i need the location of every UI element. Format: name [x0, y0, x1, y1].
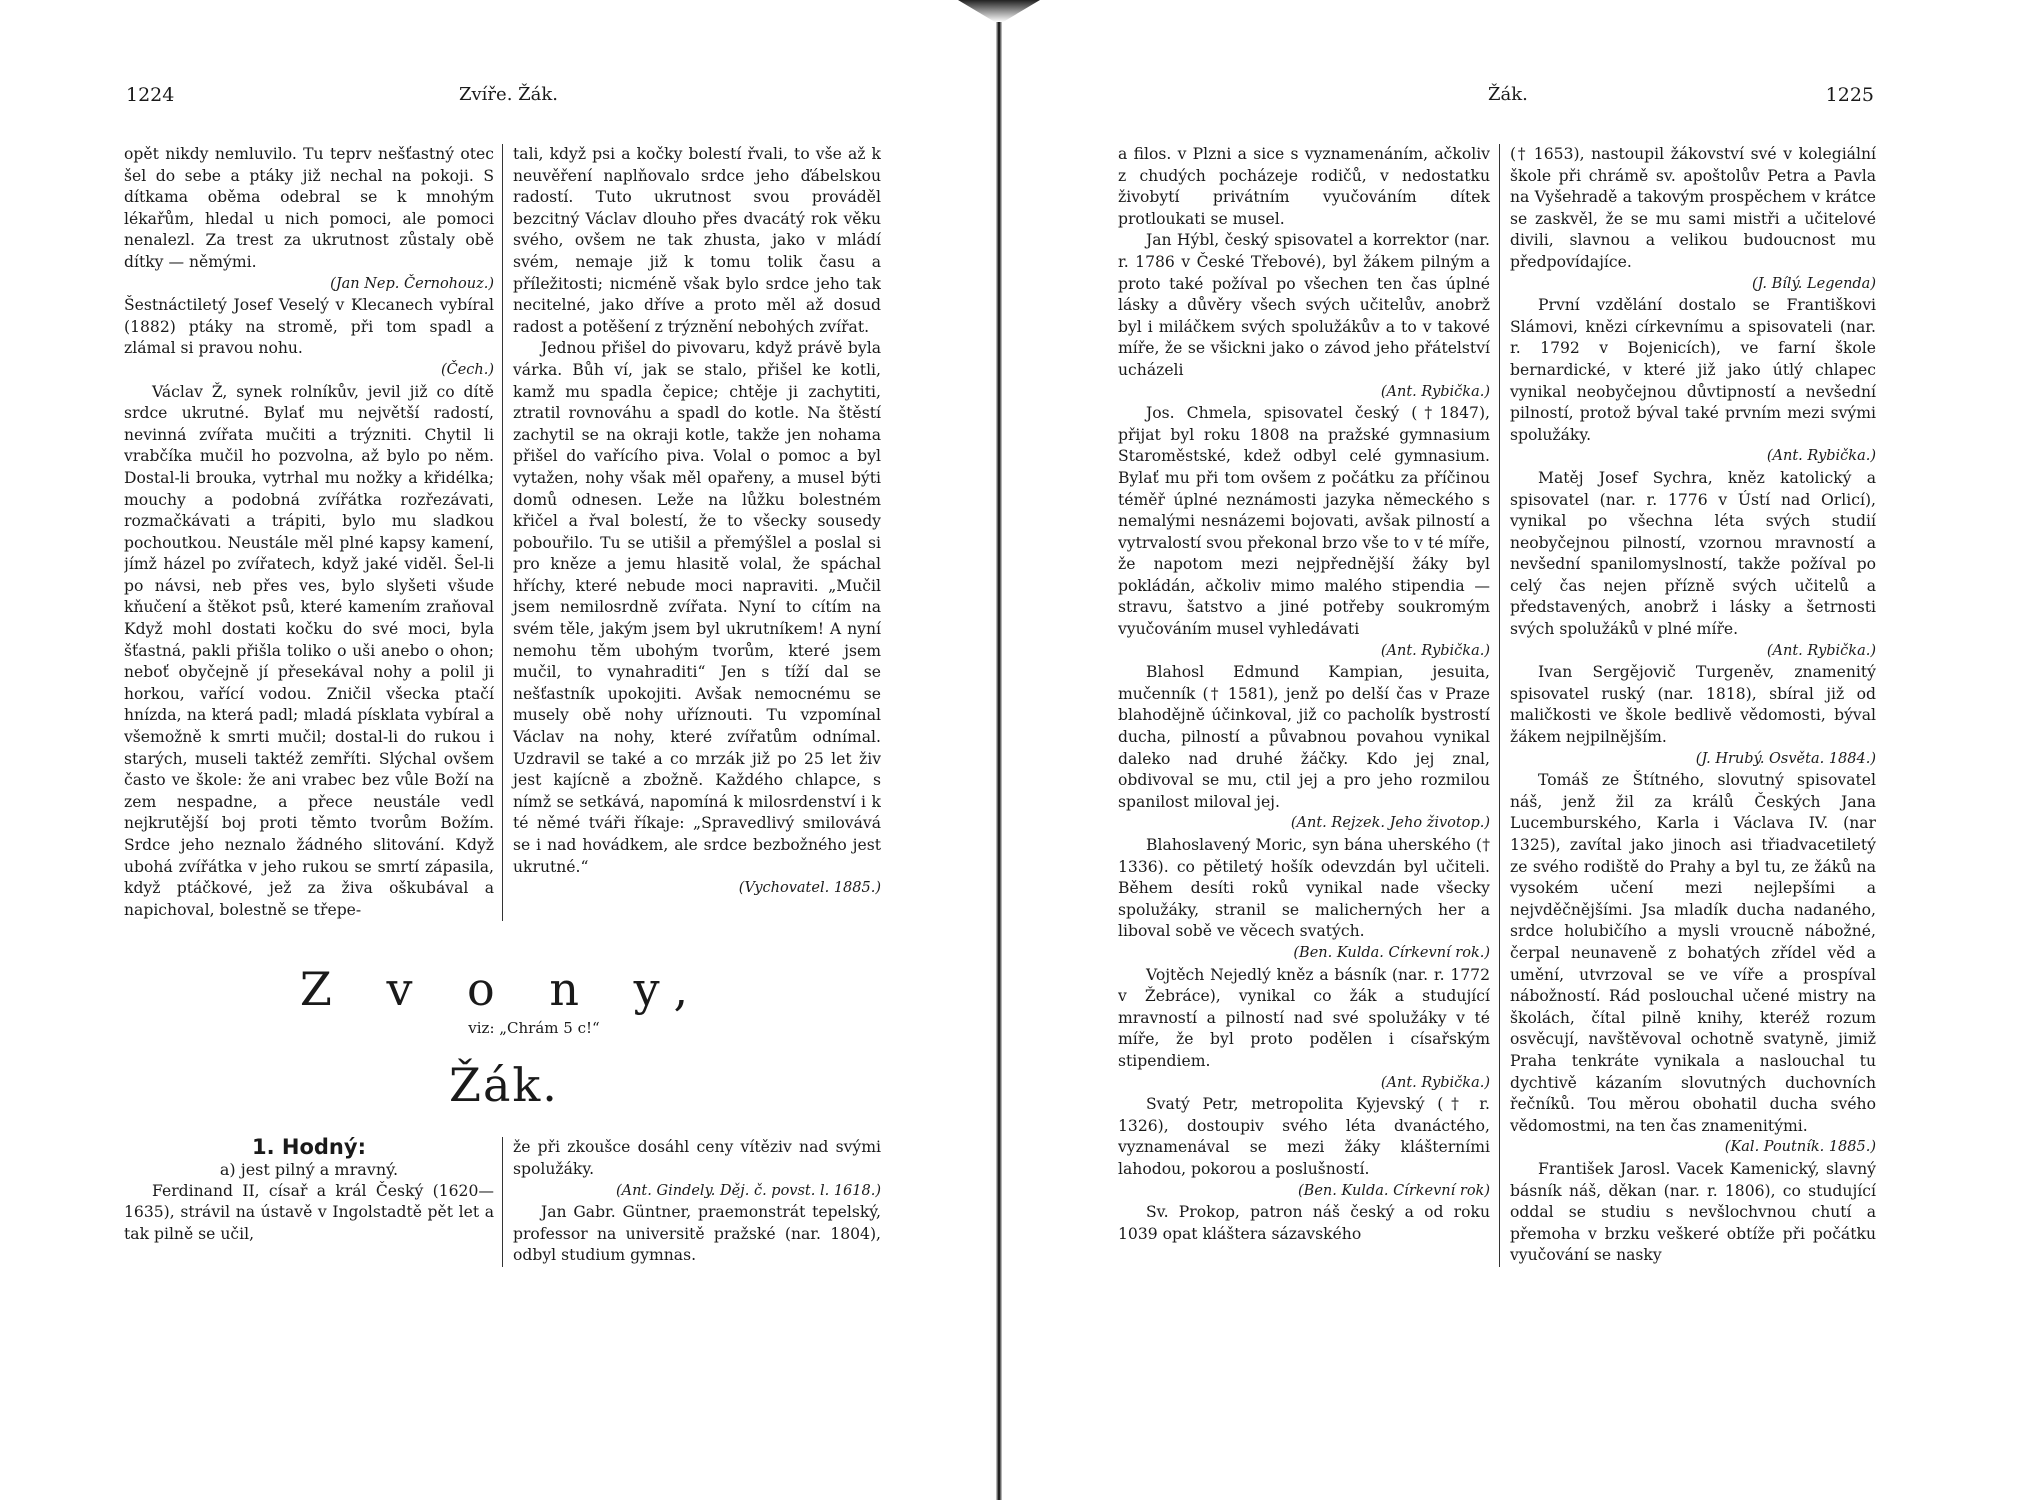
source-citation: (Vychovatel. 1885.) [738, 880, 881, 897]
left-page [124, 70, 884, 1490]
paragraph: († 1653), nastoupil žákovství své v kolegiální škole při chrámě sv. apoštolův Petra a Pavla na Vyšehradě a takovým prospěchem v krátce se zaskvěl, že se mu sami mistři a učitelové divili, slavnou a velikou budoucnost mu předpovídajíce. [1510, 145, 1876, 271]
paragraph: že při zkoušce dosáhl ceny vítěziv nad svými spolužáky. [513, 1138, 881, 1178]
paragraph: Blahoslavený Moric, syn bána uherského († 1336). co pětiletý hošík odevzdán byl učiteli. Během desíti roků vynikal nade všecky spolužáky, stranil se malicherných her a liboval sobě ve věcech svatých. [1118, 836, 1490, 941]
paragraph: opět nikdy nemluvilo. Tu teprv nešťastný otec šel do sebe a ptáky již nechal na pokoji. S dítkama oběma odebral se k mnohým lékařům, hledal u nich pomoci, ale pomoci nenalezl. Za trest za ukrutnost zůstaly obě dítky — němými. [124, 145, 494, 271]
paragraph: Ivan Sergějovič Turgeněv, znamenitý spisovatel ruský (nar. 1818), sbíral již od maličkosti ve škole bedlivě vědomosti, býval žákem nejpilnějším. [1510, 663, 1876, 747]
paragraph: František Jarosl. Vacek Kamenický, slavný básník náš, děkan (nar. r. 1806), co studující oddal se studiu s nevšlochvnou chutí a přemoha v brzku veškeré obtíže při počátku vyučování se nasky [1510, 1159, 1876, 1265]
source-citation: (Ant. Rybička.) [1766, 448, 1876, 465]
left-page-number: 1224 [126, 84, 175, 106]
source-citation: (J. Hrubý. Osvěta. 1884.) [1695, 750, 1876, 767]
gutter-shadow [958, 0, 1040, 22]
source-citation: (Ant. Rybička.) [1766, 642, 1876, 659]
right-running-title: Žák. [1488, 84, 1528, 105]
source-citation: (Čech.) [440, 361, 494, 378]
right-column-1 [1118, 144, 1499, 1267]
paragraph: Jan Hýbl, český spisovatel a korrektor (nar. r. 1786 v České Třebové), byl žákem pilným a proto také požíval po všechen ten čas úplné lásky a důvěry všech svých učitelův, anobrž byl i miláčkem svých spolužákův a to v takové míře, že se všickni jako o závod jeho přátelství ucházeli [1118, 231, 1490, 379]
paragraph: Ferdinand II, císař a král Český (1620—1635), strávil na ústavě v Ingolstadtě pět let a tak pilně se učil, [124, 1181, 494, 1243]
paragraph: Matěj Josef Sychra, kněz katolický a spisovatel (nar. r. 1776 v Ústí nad Orlicí), vynikal po všechna léta svých studií neobyčejnou pilností, vzornou mravností a nevšední spanilomyslností, takže požíval po celý čas nejen přízně svých učitelů a představených, anobrž i lásky a šetrnosti svých spolužáků v plné míře. [1510, 468, 1876, 639]
subhead-hodny: 1. Hodný: [252, 1137, 366, 1160]
section-zvony-reference: viz: „Chrám 5 c!“ [468, 1019, 600, 1038]
source-citation: (Ant. Rybička.) [1380, 383, 1490, 400]
right-columns [1118, 144, 1878, 1267]
right-column-2 [1499, 144, 1876, 1267]
right-page-number: 1225 [1825, 84, 1874, 106]
book-gutter [996, 0, 1002, 1500]
paragraph: Jan Gabr. Güntner, praemonstrát tepelský, professor na universitě pražské (nar. 1804), odbyl studium gymnas. [513, 1203, 881, 1265]
left-running-title: Zvíře. Žák. [459, 84, 558, 105]
source-citation: (Ben. Kulda. Církevní rok.) [1293, 944, 1490, 961]
section-title-zvony: Z v o n y, [299, 962, 709, 1017]
paragraph: a filos. v Plzni a sice s vyznamenáním, ačkoliv z chudých pocházeje rodičů, v nedostatku živobytí privátním vyučováním dítek protloukati se musel. [1118, 145, 1490, 228]
paragraph: Sv. Prokop, patron náš český a od roku 1039 opat kláštera sázavského [1118, 1203, 1490, 1243]
left-column-2 [502, 144, 881, 921]
right-page [1118, 70, 1878, 1490]
paragraph: Jednou přišel do pivovaru, když právě byla várka. Bůh ví, jak se stalo, přišel ke kotli, kamž mu spadla čepice; chtěje ji zachytiti, ztratil rovnováhu a spadl do kotle. Na štěstí zachytil se na okraji kotle, takže jen nohama přišel do vařícího piva. Volal o pomoc a byl vytažen, nohy však měl opařeny, a musel býti domů odnesen. Leže na lůžku bolestném křičel a řval bolestí, že to všecky sousedy pobouřilo. Tu se utišil a přemýšlel a poslal si pro kněze a jemu hlasitě volal, že spáchal hříchy, které nebude moci napraviti. „Mučil jsem nemilosrdně zvířata. Nyní to cítím na svém těle, jakým jsem byl ukrutníkem! A nyní nemohu těm ubohým tvorům, které jsem mučil, to vynahraditi“ Jen s tíží dal se nešťastník upokojiti. Avšak nemocnému se musely obě nohy uříznouti. Tu vzpomínal Václav na nohy, které zvířatům odnímal. Uzdravil se také a co mrzák již po 25 let živ jest kajícně a zbožně. Každého chlapce, s nímž se setkává, napomíná k milosrdenství i k té němé tváři říkaje: „Spravedlivý smilovává se i nad hovádkem, ale srdce bezbožného jest ukrutné.“ [513, 339, 881, 876]
source-citation: (Ant. Rejzek. Jeho životop.) [1290, 815, 1490, 832]
paragraph: Svatý Petr, metropolita Kyjevský († r. 1326), dostoupiv svého léta dvanáctého, vyznamenával se mezi žáky klášterními lahodou, pokorou a poslušností. [1118, 1095, 1490, 1178]
paragraph: Jos. Chmela, spisovatel český (†1847), přijat byl roku 1808 na pražské gymnasium Staroměstské, kdež odbyl celé gymnasium. Bylať mu při tom ovšem z počátku za příčinou téměř úplné neznámosti jazyka německého s nemalými nesnázemi bojovati, avšak pilností a vytrvalostí svou překonal brzo vše to v té míře, že napotom mezi nejpřednější žáky byl pokládán, ačkoliv mimo malého stipendia — stravu, šatstvo a jiné potřeby soukromým vyučováním musel vyhledávati [1118, 404, 1490, 639]
left-bottom-column-1 [124, 1137, 502, 1267]
left-column-1 [124, 144, 502, 921]
paragraph: tali, když psi a kočky bolestí řvali, to vše až k neuvěření naplňovalo srdce jeho ďábelskou radostí. Tuto ukrutnost svou prováděl bezcitný Václav dlouho přes dvacátý rok věku svého, ovšem ne tak zhusta, jako v mládí svém, nemaje již k tomu tolik času a příležitosti; nicméně však bylo srdce jeho tak necitelné, jako dříve a proto měl až dosud radost a potěšení z trýznění nebohých zvířat. [513, 145, 881, 336]
section-title-zak: Žák. [449, 1058, 559, 1113]
left-bottom-column-2 [502, 1137, 881, 1267]
paragraph: Vojtěch Nejedlý kněz a básník (nar. r. 1772 v Žebráce), vynikal co žák a studující mravností a pilností nad své spolužáky v té míře, že byl proto podělen i císařským stipendiem. [1118, 965, 1490, 1070]
left-bottom-columns [124, 1137, 884, 1267]
right-running-head [1118, 70, 1878, 110]
section-headings [124, 961, 884, 1115]
left-running-head [124, 70, 884, 110]
paragraph: První vzdělání dostalo se Františkovi Slámovi, knězi církevnímu a spisovateli (nar. r. 1792 v Bojenicích), ve farní škole bernardické, v které již jako útlý chlapec vynikal neobyčejnou důvtipností a nevšední pilností, protož býval také prvním mezi svými spolužáky. [1510, 296, 1876, 444]
subsubhead-pilny: a) jest pilný a mravný. [219, 1159, 399, 1179]
source-citation: (Jan Nep. Černohouz.) [330, 275, 494, 292]
paragraph: Blahosl Edmund Kampian, jesuita, mučenník († 1581), jenž po delší čas v Praze blahodějně účinkoval, již co pacholík bystrostí ducha, pilností a půvabnou povahou vynikal daleko nad druhé žáčky. Kdo jej znal, obdivoval se mu, ctil jej a pro jeho rozmilou spanilost miloval jej. [1118, 663, 1490, 811]
paragraph: Šestnáctiletý Josef Veselý v Klecanech vybíral (1882) ptáky na stromě, při tom spadl a zlámal si pravou nohu. [124, 296, 494, 358]
source-citation: (Kal. Poutník. 1885.) [1724, 1139, 1876, 1156]
paragraph: Tomáš ze Štítného, slovutný spisovatel náš, jenž žil za králů Českých Jana Lucemburského, Karla i Václava IV. (nar 1325), zavítal jako jinoch asi třiadvacetiletý ze svého rodiště do Prahy a byl tu, ze žáků na vysokém učení mezi nejlepšími a nejvděčnějšími. Jsa mladík ducha nadaného, srdce holubičího a mysli vroucně nábožné, čerpal neunaveně z bohatých zřídel věd a umění, utvrzoval se ve víře a prospíval nábožností. Rád poslouchal učené mistry na školách, čítal pilně knihy, kteréž rozum osvěcují, navštěvoval ochotně svatyně, jimiž Praha tenkráte vynikala a naslouchal tu dychtivě kázaním slovutných duchovních řečníků. Tou měrou obohatil ducha svého vědomostmi, na ten čas znamenitými. [1510, 771, 1876, 1135]
left-top-columns [124, 144, 884, 921]
source-citation: (Ant. Gindely. Děj. č. povst. l. 1618.) [615, 1182, 881, 1199]
source-citation: (Ben. Kulda. Církevní rok) [1298, 1182, 1490, 1199]
source-citation: (Ant. Rybička.) [1380, 1074, 1490, 1091]
source-citation: (J. Bílý. Legenda) [1752, 275, 1876, 292]
source-citation: (Ant. Rybička.) [1380, 642, 1490, 659]
paragraph: Václav Ž, synek rolníkův, jevil již co dítě srdce ukrutné. Bylať mu největší radostí, nevinná zvířata mučiti a trýzniti. Chytil li vrabčíka mučil ho pozvolna, až bylo po něm. Dostal-li brouka, vytrhal mu nožky a křidélka; mouchy a podobná zvířátka rozřezávati, rozmačkávati a trápiti, bylo mu sladkou pochoutkou. Neustále měl plné kapsy kamení, jímž házel po zvířatech, když jaké viděl. Šel-li po návsi, neb přes ves, bylo slyšeti všude kňučení a štěkot psů, které kamením zraňoval Když mohl dostati kočku do své moci, byla šťastná, pakli přišla toliko o uši anebo o ohon; neboť obyčejně jí přesekával nohy a polil ji horkou, vařící vodou. Zničil všecka ptačí hnízda, na která padl; mladá písklata vybíral a všemožně k smrti mučil; dostal-li do rukou i starých, museli taktéž zemříti. Slýchal ovšem často ve škole: že ani vrabec bez vůle Boží na zem nespadne, a přece neustále vedl nejkrutější boj proti těmto tvorům Božím. Srdce jeho neznalo žádného slitování. Když ubohá zvířátka v jeho rukou se smrtí zápasila, když ptáčkové, jež za živa oškubával a napichoval, bolestně se třepe- [124, 382, 494, 919]
